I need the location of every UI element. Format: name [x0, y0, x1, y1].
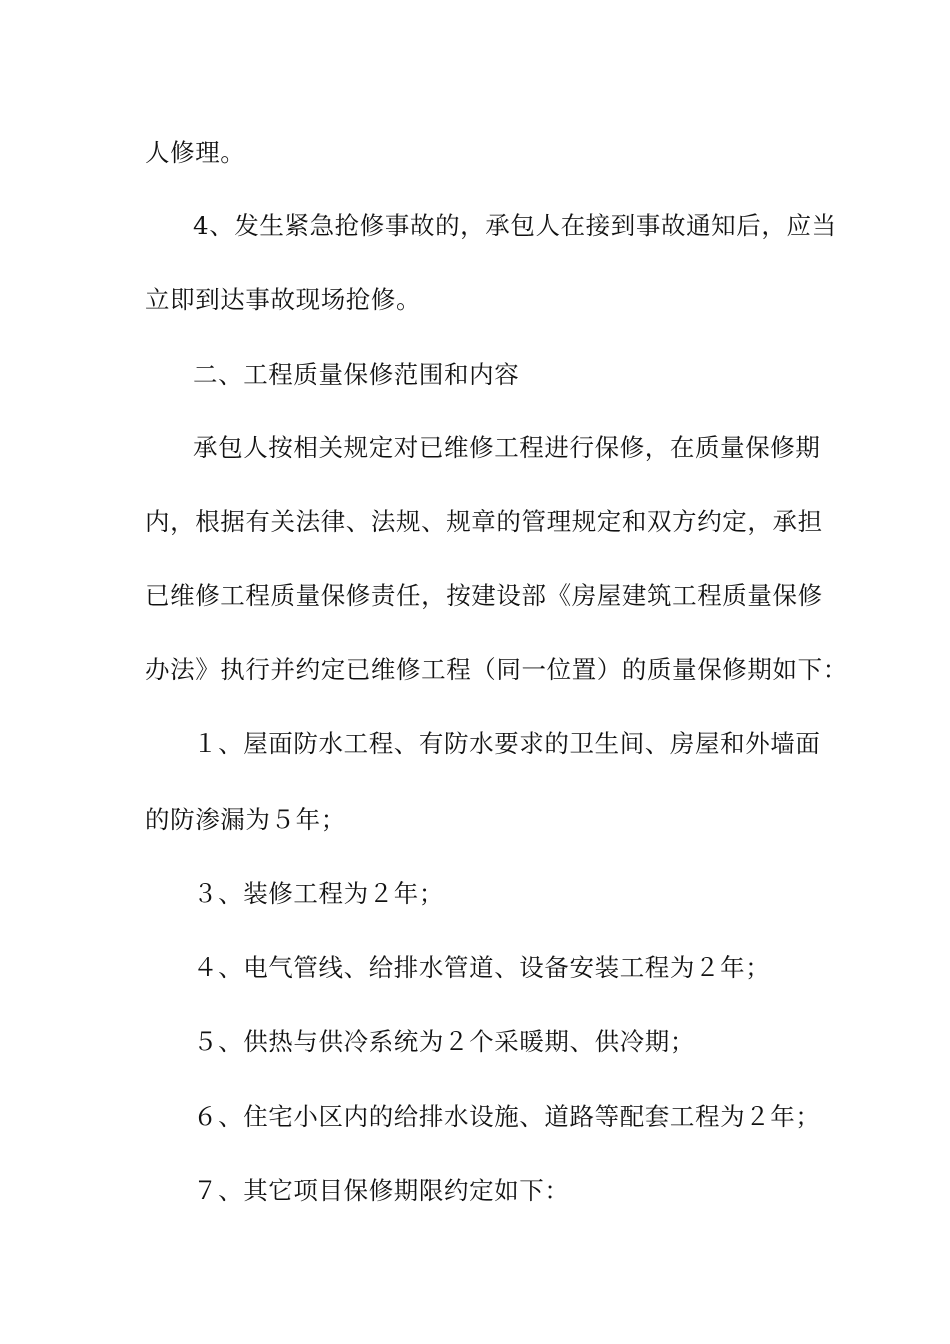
- list-item: ６、住宅小区内的给排水设施、道路等配套工程为２年；: [193, 1102, 821, 1131]
- section-heading: 二、工程质量保修范围和内容: [193, 360, 520, 389]
- paragraph-line: 人修理。: [145, 138, 246, 167]
- list-item: ４、电气管线、给排水管道、设备安装工程为２年；: [193, 953, 771, 982]
- list-item: ５、供热与供冷系统为２个采暖期、供冷期；: [193, 1027, 695, 1056]
- paragraph-line: 已维修工程质量保修责任，按建设部《房屋建筑工程质量保修: [145, 581, 823, 610]
- list-item: ７、其它项目保修期限约定如下：: [193, 1176, 570, 1205]
- list-item-continuation: 的防渗漏为５年；: [145, 805, 346, 834]
- paragraph-line: 4、发生紧急抢修事故的，承包人在接到事故通知后，应当: [193, 211, 837, 240]
- list-item: ３、装修工程为２年；: [193, 879, 444, 908]
- list-item: １、屋面防水工程、有防水要求的卫生间、房屋和外墙面: [193, 729, 821, 758]
- paragraph-line: 立即到达事故现场抢修。: [145, 285, 422, 314]
- paragraph-line: 承包人按相关规定对已维修工程进行保修，在质量保修期: [193, 433, 821, 462]
- paragraph-line: 办法》执行并约定已维修工程（同一位置）的质量保修期如下：: [145, 655, 848, 684]
- paragraph-line: 内，根据有关法律、法规、规章的管理规定和双方约定，承担: [145, 507, 823, 536]
